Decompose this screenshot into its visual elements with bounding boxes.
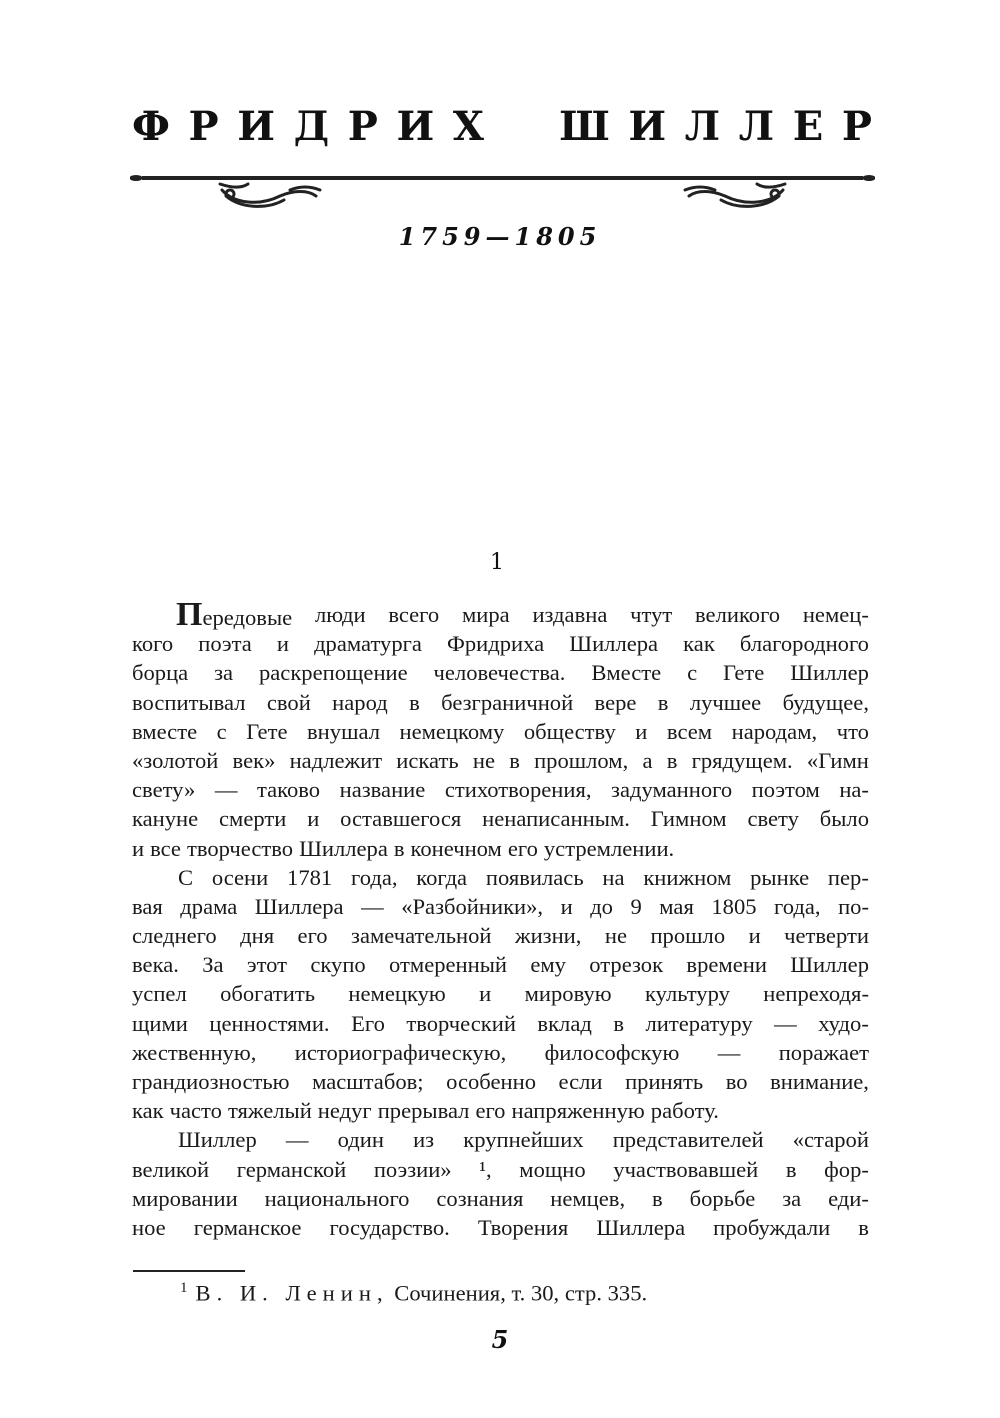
- word: название: [339, 777, 426, 803]
- word: всего: [388, 602, 440, 627]
- page-number: 5: [491, 1325, 509, 1354]
- word: германской: [236, 1156, 347, 1182]
- word: «старой: [792, 1127, 869, 1153]
- word: года,: [774, 893, 821, 919]
- word: Шиллера: [596, 1214, 686, 1240]
- word: один: [337, 1127, 384, 1153]
- text-line: [132, 746, 869, 775]
- text-line: [132, 1096, 869, 1125]
- text-line: [132, 629, 869, 658]
- word: ное: [132, 1214, 166, 1240]
- word: успел: [132, 981, 187, 1007]
- word: обществу: [523, 718, 616, 744]
- word: что: [836, 718, 869, 744]
- word: еди-: [828, 1185, 869, 1211]
- word: по-: [838, 893, 869, 919]
- word: напряженную: [511, 1098, 645, 1124]
- word: его: [507, 835, 538, 861]
- word: если: [558, 1069, 603, 1094]
- title-letter: Л: [684, 103, 721, 150]
- word: С: [178, 864, 194, 890]
- word: Его: [351, 1010, 385, 1036]
- text-line: [132, 658, 869, 687]
- word: таково: [256, 777, 321, 803]
- word: свету: [747, 806, 799, 832]
- word: участвовавшей: [613, 1156, 759, 1182]
- word: философскую: [544, 1039, 680, 1065]
- word: фор-: [824, 1156, 869, 1182]
- word: устремлении.: [543, 835, 675, 861]
- word: в: [785, 1156, 797, 1182]
- word: 1781: [287, 864, 333, 890]
- word: этот: [246, 952, 288, 978]
- word: вместе: [132, 718, 198, 744]
- word: часто: [169, 1098, 222, 1124]
- word: германское: [193, 1214, 302, 1240]
- word: пер-: [827, 864, 869, 890]
- word: сознания: [436, 1185, 524, 1211]
- text-line: [132, 834, 869, 863]
- word: осени: [211, 864, 269, 890]
- word: безграничной: [441, 689, 574, 715]
- word: за: [214, 660, 234, 686]
- word: всем: [666, 718, 713, 744]
- word: оставшегося: [340, 806, 462, 832]
- life-years: 1759—1805: [398, 222, 602, 251]
- title-letter: Е: [792, 103, 824, 150]
- word: крупнейших: [463, 1127, 584, 1153]
- word: Гете: [723, 660, 765, 686]
- word: внушал: [307, 718, 380, 744]
- text-line: [132, 892, 869, 921]
- word: —: [214, 777, 238, 803]
- word: поражает: [778, 1039, 869, 1065]
- word: раскрепощение: [258, 660, 408, 686]
- word: обогатить: [220, 981, 316, 1007]
- footnote: [180, 1280, 647, 1307]
- word: из: [413, 1127, 435, 1153]
- word: как: [683, 631, 715, 657]
- word: великого: [695, 602, 781, 627]
- word: все: [150, 835, 181, 861]
- word: ненаписанным.: [482, 806, 630, 832]
- text-line: [132, 1155, 869, 1184]
- word: дня: [240, 923, 275, 949]
- word: Шиллер: [178, 1127, 257, 1153]
- word: недуг: [317, 1098, 372, 1124]
- text-line: [132, 1067, 869, 1096]
- word: до: [590, 893, 613, 919]
- word: чтут: [630, 602, 673, 627]
- word: мая: [659, 893, 694, 919]
- word: было: [819, 806, 869, 832]
- text-line: [132, 804, 869, 833]
- text-line: [132, 921, 869, 950]
- word: представителей: [612, 1127, 764, 1153]
- word: книжном: [643, 864, 732, 890]
- word: прошло: [650, 923, 726, 949]
- title-letter: Р: [188, 103, 219, 150]
- text-line: [132, 775, 869, 804]
- ornament-divider-icon: [130, 168, 875, 216]
- word: Шиллер: [790, 660, 869, 686]
- word: немецкому: [399, 718, 505, 744]
- word: культуру: [645, 981, 730, 1007]
- word: за: [782, 1185, 802, 1211]
- word: мощно: [519, 1156, 586, 1182]
- word: грандиозностью: [132, 1069, 290, 1094]
- word: и: [748, 923, 761, 949]
- word: люди: [314, 602, 366, 627]
- word: лучшее: [689, 689, 762, 715]
- drop-cap: П: [176, 596, 203, 633]
- word: особенно: [446, 1069, 536, 1094]
- word: внимание,: [770, 1069, 869, 1094]
- text-line: [132, 863, 869, 892]
- word: 9: [630, 893, 642, 919]
- title-letter: Ш: [559, 103, 610, 150]
- title-letter: И: [628, 103, 667, 150]
- word: искать: [396, 747, 459, 773]
- word: в: [652, 1185, 663, 1211]
- word: творческий: [406, 1010, 516, 1036]
- word: век»: [232, 747, 276, 773]
- word: За: [202, 952, 224, 978]
- word: в: [666, 747, 678, 773]
- word: его: [475, 1098, 506, 1124]
- word: непреходя-: [763, 981, 869, 1007]
- word: вклад: [537, 1010, 592, 1036]
- word: прерывал: [377, 1098, 470, 1124]
- text-line: [132, 979, 869, 1008]
- word: отмеренный: [389, 952, 508, 978]
- word: в: [509, 747, 520, 773]
- word: поэтом: [751, 777, 820, 803]
- word: драматурга: [314, 631, 422, 657]
- word: не: [472, 747, 495, 773]
- title-letter: Х: [452, 103, 484, 150]
- word: и: [560, 893, 573, 919]
- title-letter: Д: [293, 103, 330, 150]
- word: немцев,: [550, 1185, 626, 1211]
- word: прошлом,: [534, 747, 629, 773]
- word: и: [635, 718, 648, 744]
- word: надлежит: [289, 747, 383, 773]
- word: появилась: [485, 864, 584, 890]
- word: будущее,: [782, 689, 869, 715]
- word: свету»: [132, 777, 196, 803]
- word: литературу: [645, 1010, 753, 1036]
- word: поэта: [198, 631, 252, 657]
- word: 1805: [711, 893, 757, 919]
- text-line: [132, 1125, 869, 1154]
- word: немец-: [802, 602, 869, 627]
- word: народам,: [731, 718, 818, 744]
- word: —: [717, 1039, 741, 1065]
- word: издавна: [532, 602, 608, 627]
- word: скупо: [310, 952, 366, 978]
- word: государство.: [329, 1214, 450, 1240]
- word: отрезок: [589, 952, 664, 978]
- title-letter: Р: [347, 103, 378, 150]
- word: драма: [180, 893, 238, 919]
- word: историографическую,: [294, 1039, 507, 1065]
- section-number: 1: [490, 550, 504, 575]
- word: не: [604, 923, 628, 949]
- word: Гимном: [650, 806, 727, 832]
- word: следнего: [132, 923, 217, 949]
- word: ценностями.: [209, 1010, 330, 1036]
- text-line: [132, 1009, 869, 1038]
- word: Шиллера: [254, 893, 344, 919]
- word: пробуждали: [713, 1214, 831, 1240]
- title-letter: Ф: [132, 103, 170, 150]
- word: «Гимн: [806, 747, 869, 773]
- word: мировании: [132, 1185, 238, 1211]
- word: Гете: [246, 718, 288, 744]
- word: и: [479, 981, 492, 1007]
- footnote-author: В. И. Ленин,: [195, 1280, 389, 1306]
- word: масштабов;: [312, 1069, 424, 1094]
- word: задуманного: [611, 777, 733, 803]
- word: времени: [686, 952, 767, 978]
- word: —: [361, 893, 384, 919]
- text-line: [132, 596, 869, 633]
- word: вере: [594, 689, 637, 715]
- word: кануне: [132, 806, 199, 832]
- word: «золотой: [132, 747, 219, 773]
- word: тяжелый: [227, 1098, 312, 1124]
- word: Творения: [477, 1214, 569, 1240]
- text-line: [132, 1184, 869, 1213]
- word: а: [642, 747, 653, 773]
- word: борца: [132, 660, 189, 686]
- word: во: [725, 1069, 748, 1094]
- word: принять: [625, 1069, 704, 1094]
- word: и: [307, 806, 320, 832]
- word: —: [285, 1127, 309, 1153]
- word: года,: [350, 864, 398, 890]
- word: вая: [132, 893, 163, 919]
- word: Шиллера: [569, 631, 659, 657]
- word: смерти: [219, 806, 287, 832]
- title-letter: И: [237, 103, 276, 150]
- first-word: [132, 596, 293, 633]
- footnote-divider: [133, 1270, 245, 1272]
- word: века.: [132, 952, 179, 978]
- text-line: [132, 717, 869, 746]
- word: мира: [461, 602, 510, 627]
- word: на: [602, 864, 625, 890]
- word: благородного: [739, 631, 869, 657]
- title-letter: Л: [738, 103, 775, 150]
- word: и: [276, 631, 289, 657]
- word: в: [657, 689, 669, 715]
- word: с: [687, 660, 698, 686]
- word: «Разбойники»,: [401, 893, 544, 919]
- body-text: [132, 596, 869, 1242]
- word: кого: [132, 631, 174, 657]
- word: как: [132, 1098, 164, 1124]
- word: в: [613, 1010, 625, 1036]
- word: Фридриха: [447, 631, 545, 657]
- word: в: [858, 1214, 869, 1240]
- chapter-title: [132, 102, 872, 152]
- word: на-: [839, 777, 869, 803]
- word: замечательной: [351, 923, 492, 949]
- word: худо-: [818, 1010, 869, 1036]
- word: Вместе: [591, 660, 662, 686]
- word: великой: [132, 1156, 210, 1182]
- footnote-marker: 1: [180, 1280, 188, 1296]
- word: борьбе: [689, 1185, 756, 1211]
- footnote-text: Сочинения, т. 30, стр. 335.: [394, 1280, 648, 1306]
- word: и: [132, 835, 145, 861]
- word: жизни,: [514, 923, 582, 949]
- text-line: [132, 688, 869, 717]
- word: поэзии»: [373, 1156, 452, 1182]
- word: воспитывал: [132, 689, 246, 715]
- word: —: [774, 1010, 797, 1036]
- title-letter: Р: [841, 103, 872, 150]
- word: ¹,: [479, 1156, 492, 1182]
- word: ередовые: [202, 605, 293, 630]
- word: Шиллера: [299, 835, 388, 861]
- word: конечном: [410, 835, 502, 861]
- word: работу.: [650, 1098, 719, 1124]
- word: в: [409, 689, 420, 715]
- word: жественную,: [132, 1039, 257, 1065]
- word: народ: [332, 689, 388, 715]
- word: рынке: [750, 864, 810, 890]
- word: его: [297, 923, 328, 949]
- word: стихотворения,: [444, 777, 592, 803]
- word: творчество: [186, 835, 294, 861]
- word: четверти: [784, 923, 869, 949]
- text-line: [132, 1038, 869, 1067]
- word: национального: [264, 1185, 410, 1211]
- word: щими: [132, 1010, 188, 1036]
- word: свой: [266, 689, 311, 715]
- word: в: [393, 835, 405, 861]
- text-line: [132, 950, 869, 979]
- word: ему: [530, 952, 566, 978]
- word: человечества.: [433, 660, 566, 686]
- word: мировую: [524, 981, 612, 1007]
- word: немецкую: [348, 981, 446, 1007]
- title-letter: И: [396, 103, 435, 150]
- word: грядущем.: [691, 747, 793, 773]
- word: когда: [416, 864, 468, 890]
- text-line: [132, 1213, 869, 1242]
- word: с: [216, 718, 227, 744]
- word: Шиллер: [790, 952, 869, 978]
